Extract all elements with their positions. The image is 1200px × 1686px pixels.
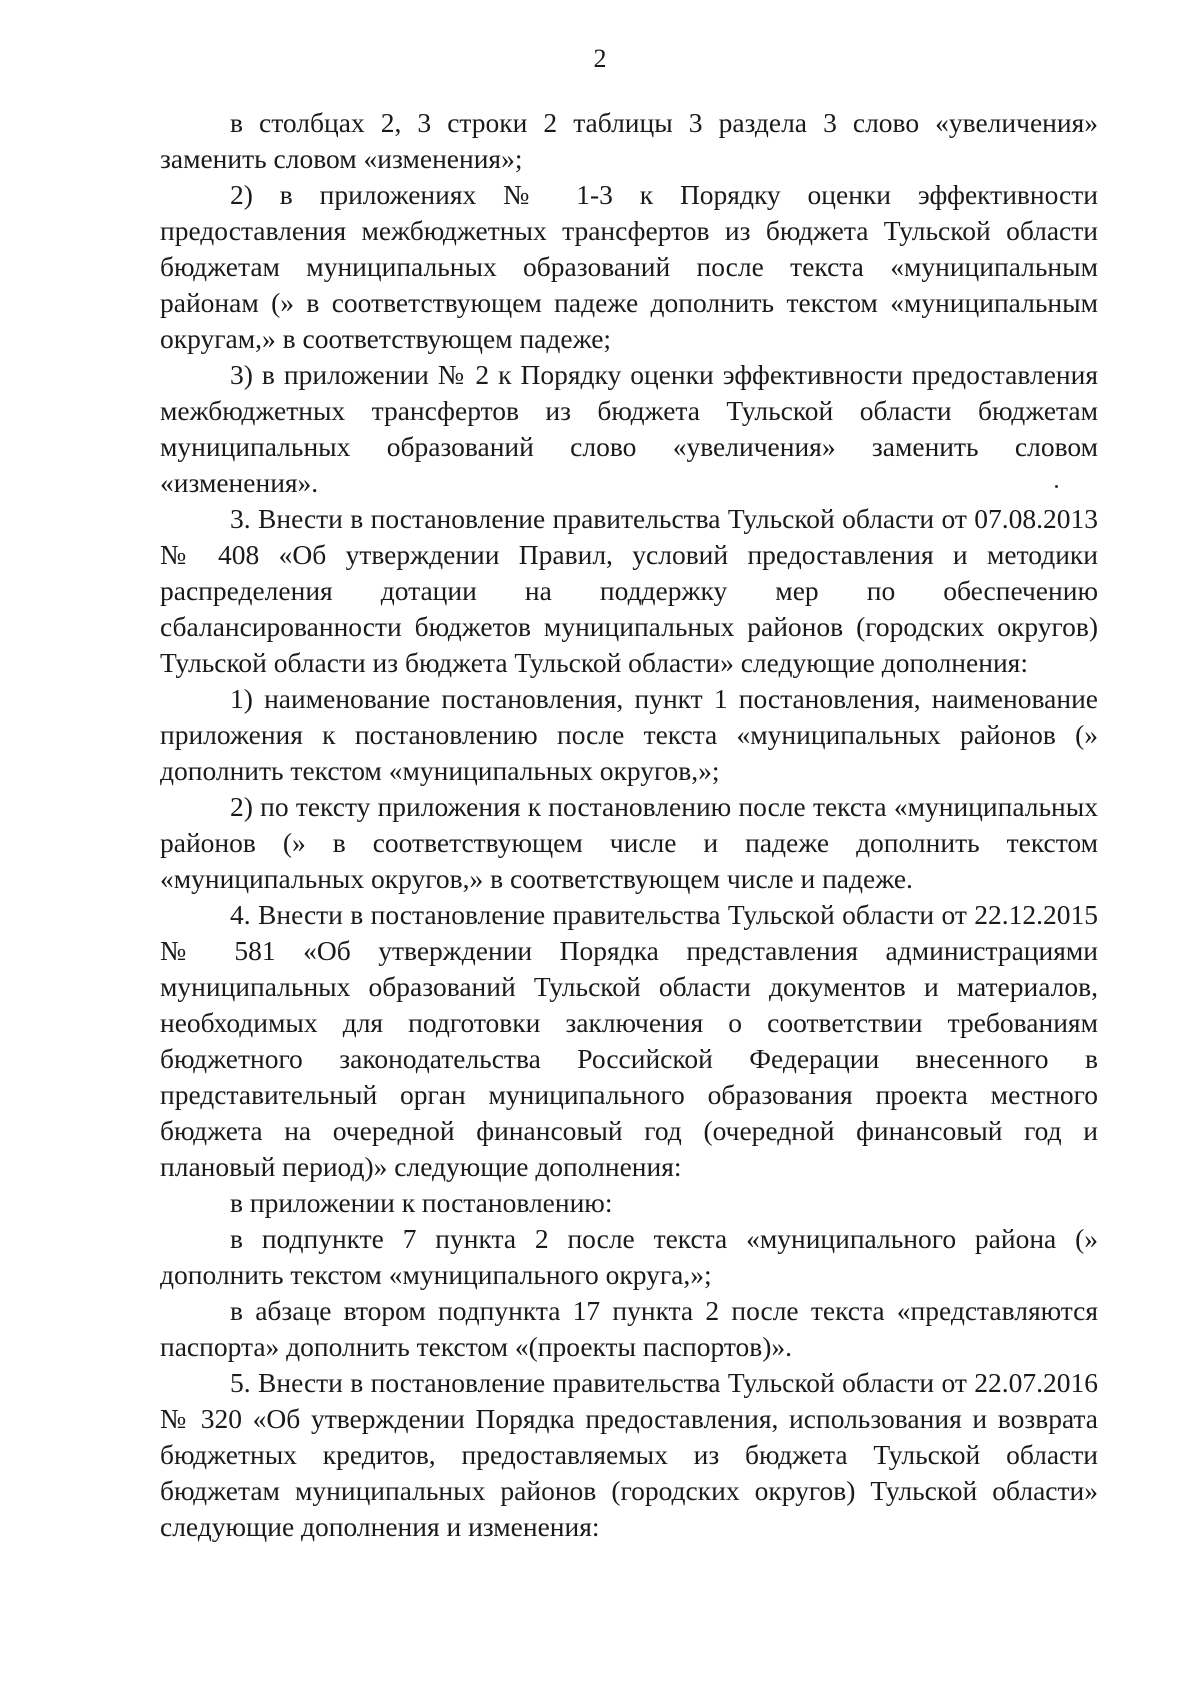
paragraph: в подпункте 7 пункта 2 после текста «муниципального района (» дополнить текстом «муниципального округа,»; (160, 1223, 1098, 1290)
paragraph: 3) в приложении № 2 к Порядку оценки эффективности предоставления межбюджетных трансфертов из бюджета Тульской области бюджетам муниципальных образований слово «увеличения» заменить словом «изменения». (160, 359, 1098, 498)
paragraph: 4. Внести в постановление правительства Тульской области от 22.12.2015 № 581 «Об утверждении Порядка представления администрациями муниципальных образований Тульской области документов и материалов, необходимых для подготовки заключения о соответствии требованиям бюджетного законодательства Российской Федерации внесенного в представительный орган муниципального образования проекта местного бюджета на очередной финансовый год (очередной финансовый год и плановый период)» следующие дополнения: (160, 899, 1098, 1182)
paragraph: 3. Внести в постановление правительства Тульской области от 07.08.2013 № 408 «Об утверждении Правил, условий предоставления и методики распределения дотации на поддержку мер по обеспечению сбалансированности бюджетов муниципальных районов (городских округов) Тульской области из бюджета Тульской области» следующие дополнения: (160, 503, 1098, 678)
paragraph: в приложении к постановлению: (230, 1187, 613, 1218)
paragraph: в столбцах 2, 3 строки 2 таблицы 3 раздела 3 слово «увеличения» заменить словом «изменения»; (160, 107, 1098, 174)
paragraph: 2) в приложениях № 1-3 к Порядку оценки эффективности предоставления межбюджетных трансфертов из бюджета Тульской области бюджетам муниципальных образований после текста «муниципальным районам (» в соответствующем падеже дополнить текстом «муниципальным округам,» в соответствующем падеже; (160, 179, 1098, 354)
paragraph: в абзаце втором подпункта 17 пункта 2 после текста «представляются паспорта» дополнить текстом «(проекты паспортов)». (160, 1295, 1098, 1362)
scan-speck (1055, 485, 1058, 488)
paragraph: 1) наименование постановления, пункт 1 постановления, наименование приложения к постановлению после текста «муниципальных районов (» дополнить текстом «муниципальных округов,»; (160, 683, 1098, 786)
document-body (160, 105, 1098, 1545)
page-number: 2 (593, 44, 607, 73)
paragraph: 2) по тексту приложения к постановлению после текста «муниципальных районов (» в соответствующем числе и падеже дополнить текстом «муниципальных округов,» в соответствующем числе и падеже. (160, 791, 1098, 894)
paragraph: 5. Внести в постановление правительства Тульской области от 22.07.2016 № 320 «Об утверждении Порядка предоставления, использования и возврата бюджетных кредитов, предоставляемых из бюджета Тульской области бюджетам муниципальных районов (городских округов) Тульской области» следующие дополнения и изменения: (160, 1367, 1098, 1542)
